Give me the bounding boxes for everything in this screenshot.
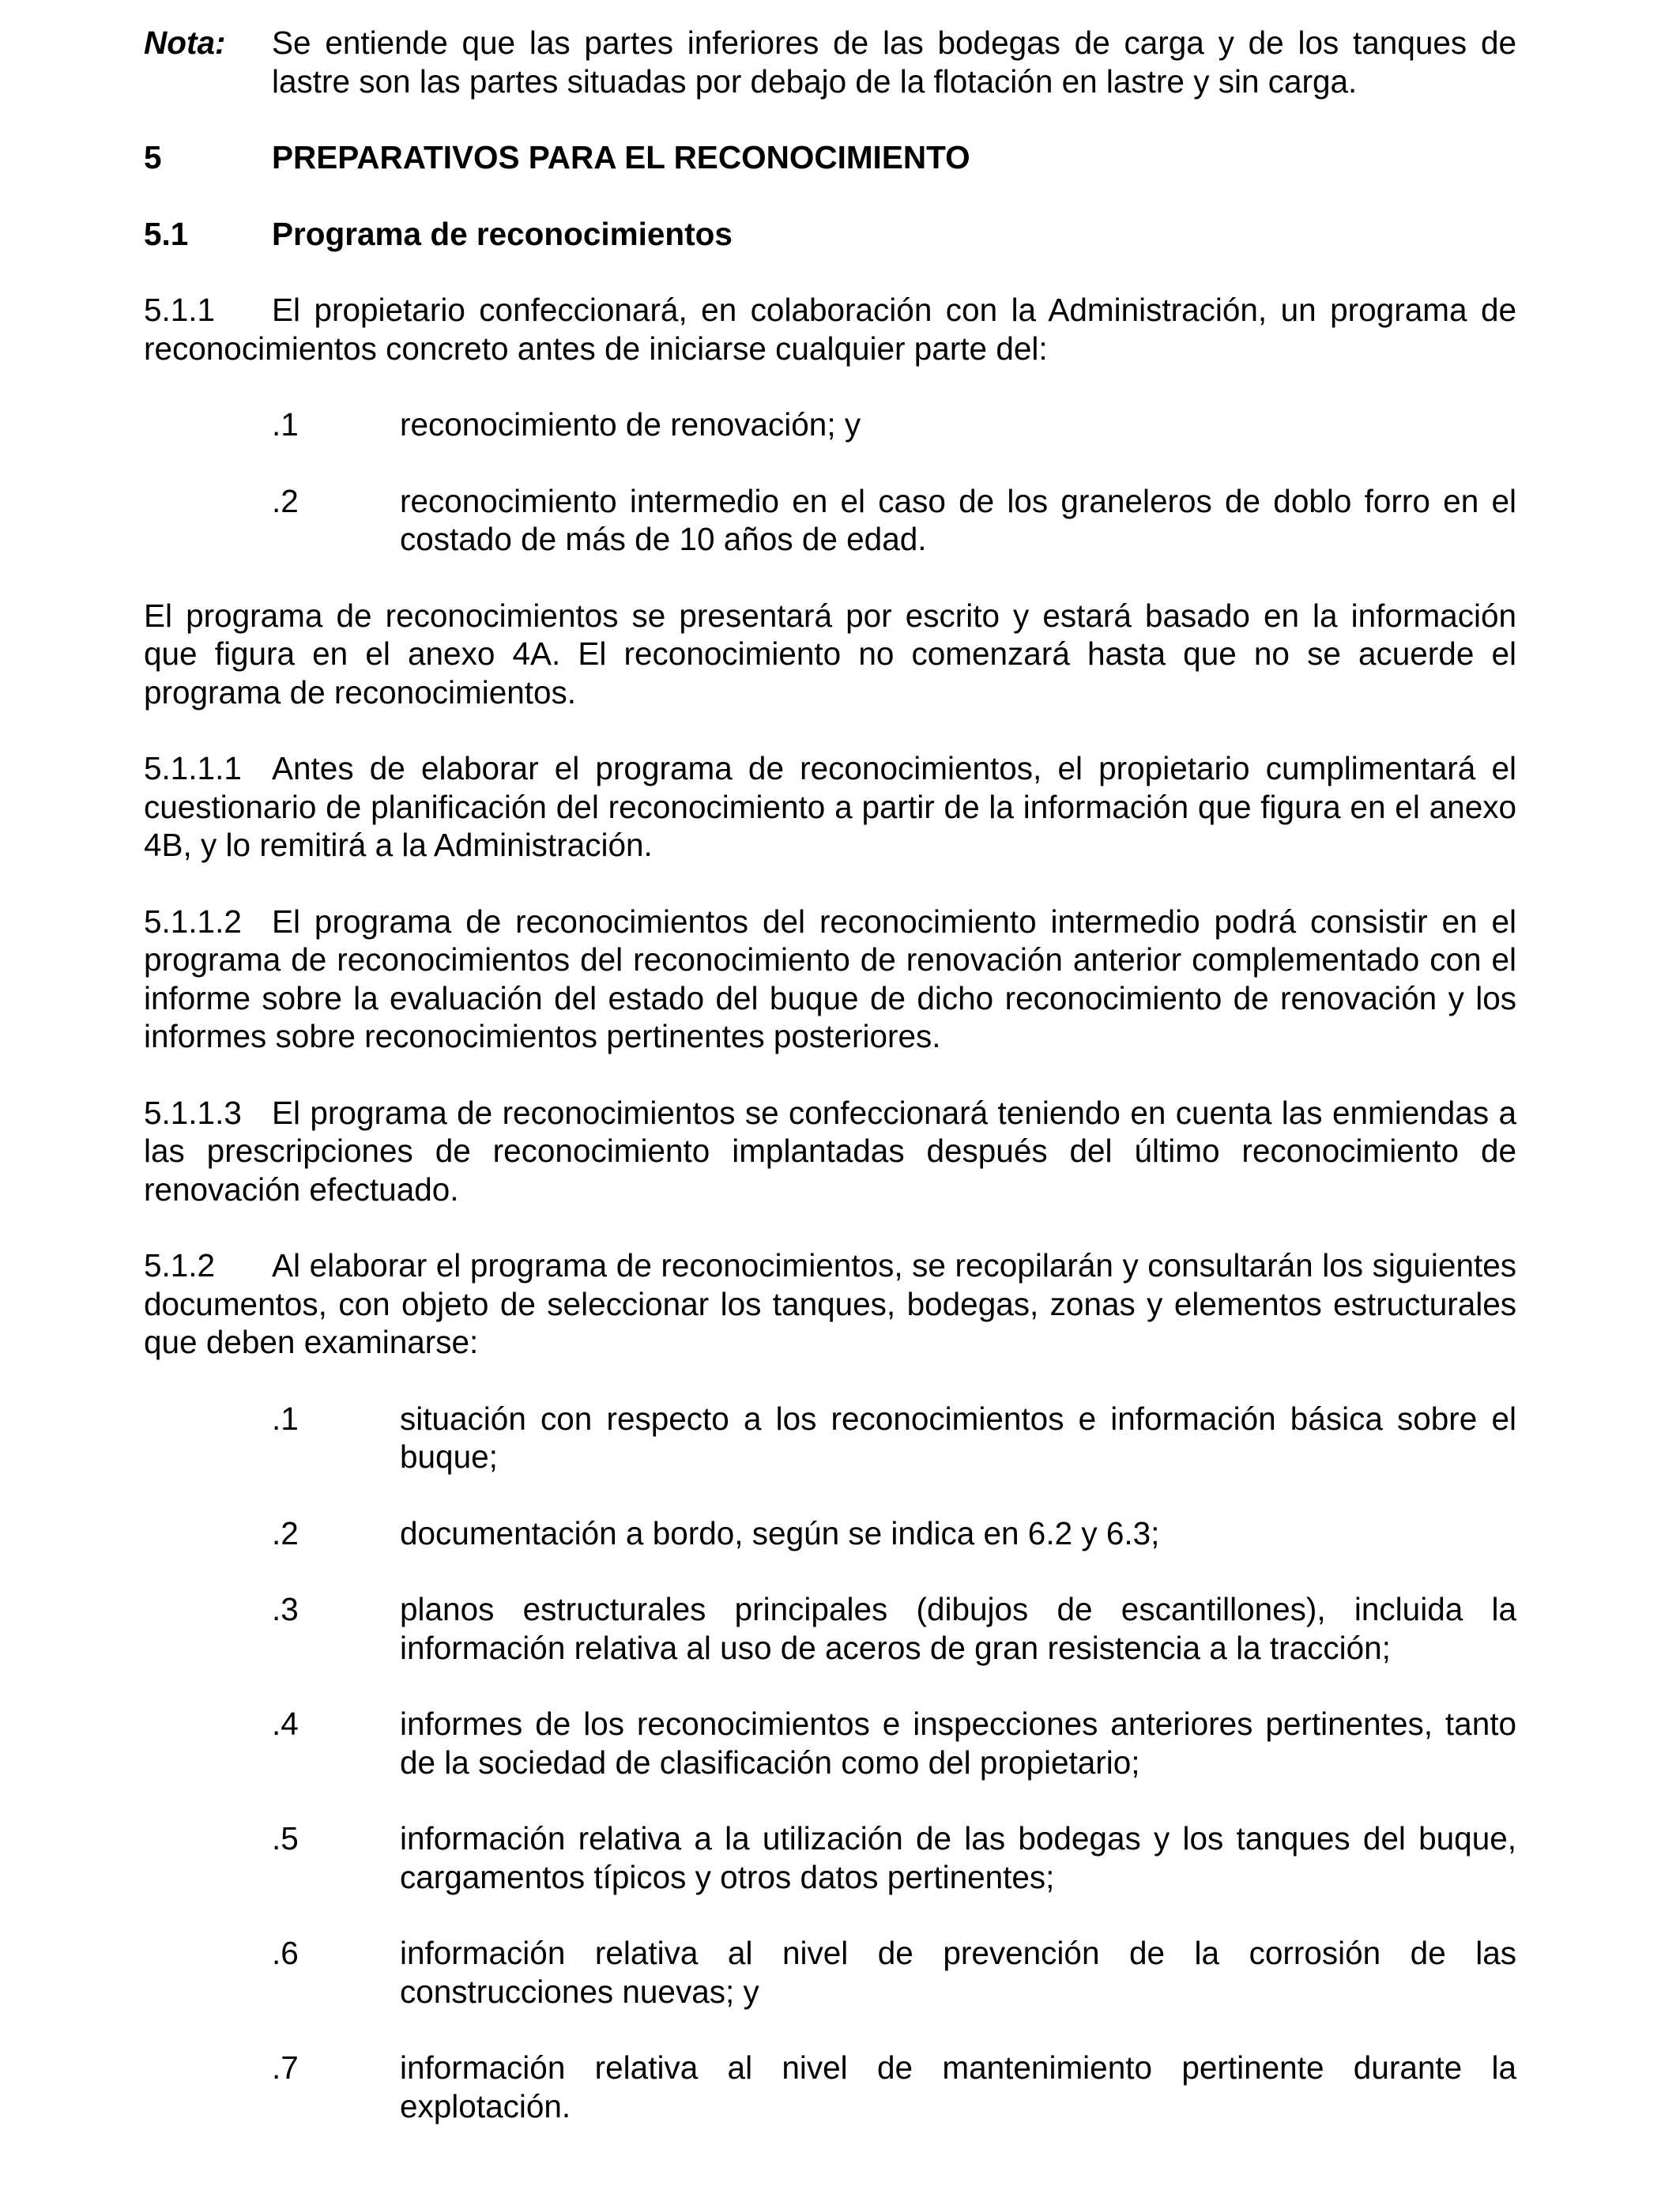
list-item-number: .2 [272, 482, 299, 519]
list-item-text: información relativa al nivel de mantenimiento pertinente durante la explotación. [400, 2049, 1516, 2124]
paragraph-programa: El programa de reconocimientos se presentará por escrito y estará basado en la información que figura en el anexo 4A. El reconocimiento no comenzará hasta que no se acuerde el programa de reconocimientos. [144, 597, 1516, 711]
section-title: PREPARATIVOS PARA EL RECONOCIMIENTO [272, 139, 970, 175]
paragraph-text: El programa de reconocimientos del reconocimiento intermedio podrá consistir en el programa de reconocimientos del reconocimiento de renovación anterior complementado con el informe sobre la evaluación del estado del buque de dicho reconocimiento de renovación y los informes sobre reconocimientos pertinentes posteriores. [144, 903, 1516, 1054]
section-heading-5-1 [144, 215, 1516, 254]
list-item-number: .7 [272, 2049, 299, 2086]
paragraph-5-1-1-1 [144, 749, 1516, 865]
list-item [272, 1514, 1516, 1553]
list-item-number: .5 [272, 1820, 299, 1857]
paragraph-5-1-1-3 [144, 1094, 1516, 1209]
list-item [272, 1400, 1516, 1476]
list-item-text: reconocimiento intermedio en el caso de los graneleros de doblo forro en el costado de más de 10 años de edad. [400, 482, 1516, 557]
section-title: Programa de reconocimientos [272, 215, 733, 252]
list-item-text: información relativa al nivel de prevención de la corrosión de las construcciones nuevas; y [400, 1935, 1516, 2010]
list-item-number: .3 [272, 1591, 299, 1627]
list-item [272, 482, 1516, 559]
note-label: Nota: [144, 25, 226, 61]
paragraph-text: Al elaborar el programa de reconocimientos, se recopilarán y consultarán los siguientes documentos, con objeto de seleccionar los tanques, bodegas, zonas y elementos estructurales que deben examinarse: [144, 1247, 1516, 1360]
list-item-text: informes de los reconocimientos e inspecciones anteriores pertinentes, tanto de la sociedad de clasificación como del propietario; [400, 1706, 1516, 1781]
list-item [272, 1590, 1516, 1667]
list-item-number: .2 [272, 1514, 299, 1551]
list-item-number: .6 [272, 1935, 299, 1971]
list-item-number: .1 [272, 406, 299, 443]
section-number: 5 [144, 139, 162, 175]
section-heading-5 [144, 138, 1516, 177]
paragraph-text: El programa de reconocimientos se confeccionará teniendo en cuenta las enmiendas a las prescripciones de reconocimiento implantadas después del último reconocimiento de renovación efectuado. [144, 1094, 1516, 1208]
list-item-text: documentación a bordo, según se indica en 6.2 y 6.3; [400, 1514, 1160, 1551]
list-item-text: reconocimiento de renovación; y [400, 406, 861, 443]
list-item-text: información relativa a la utilización de las bodegas y los tanques del buque, cargamentos típicos y otros datos pertinentes; [400, 1820, 1516, 1895]
list-item-text: situación con respecto a los reconocimientos e información básica sobre el buque; [400, 1400, 1516, 1475]
note-text: Se entiende que las partes inferiores de las bodegas de carga y de los tanques de lastre son las partes situadas por debajo de la flotación en lastre y sin carga. [272, 25, 1516, 100]
list-item [272, 1705, 1516, 1781]
list-item [272, 1819, 1516, 1896]
section-number: 5.1 [144, 215, 189, 252]
document-page [144, 24, 1516, 2163]
paragraph-number: 5.1.1.2 [144, 903, 242, 940]
list-item-text: planos estructurales principales (dibujos de escantillones), incluida la información relativa al uso de aceros de gran resistencia a la tracción; [400, 1591, 1516, 1666]
paragraph-text: El propietario confeccionará, en colaboración con la Administración, un programa de reconocimientos concreto antes de iniciarse cualquier parte del: [144, 292, 1516, 367]
paragraph-5-1-1 [144, 291, 1516, 368]
paragraph-text: Antes de elaborar el programa de reconocimientos, el propietario cumplimentará el cuestionario de planificación del reconocimiento a partir de la información que figura en el anexo 4B, y lo remitirá a la Administración. [144, 750, 1516, 863]
paragraph-number: 5.1.2 [144, 1247, 216, 1284]
list-item [272, 1934, 1516, 2011]
list-item [272, 2049, 1516, 2125]
paragraph-number: 5.1.1 [144, 292, 216, 328]
paragraph-5-1-2 [144, 1246, 1516, 1362]
paragraph-number: 5.1.1.1 [144, 750, 242, 786]
note-block [144, 24, 1516, 100]
list-item-number: .1 [272, 1400, 299, 1437]
list-item-number: .4 [272, 1706, 299, 1742]
list-item [272, 405, 1516, 444]
paragraph-5-1-1-2 [144, 903, 1516, 1056]
paragraph-number: 5.1.1.3 [144, 1094, 242, 1131]
